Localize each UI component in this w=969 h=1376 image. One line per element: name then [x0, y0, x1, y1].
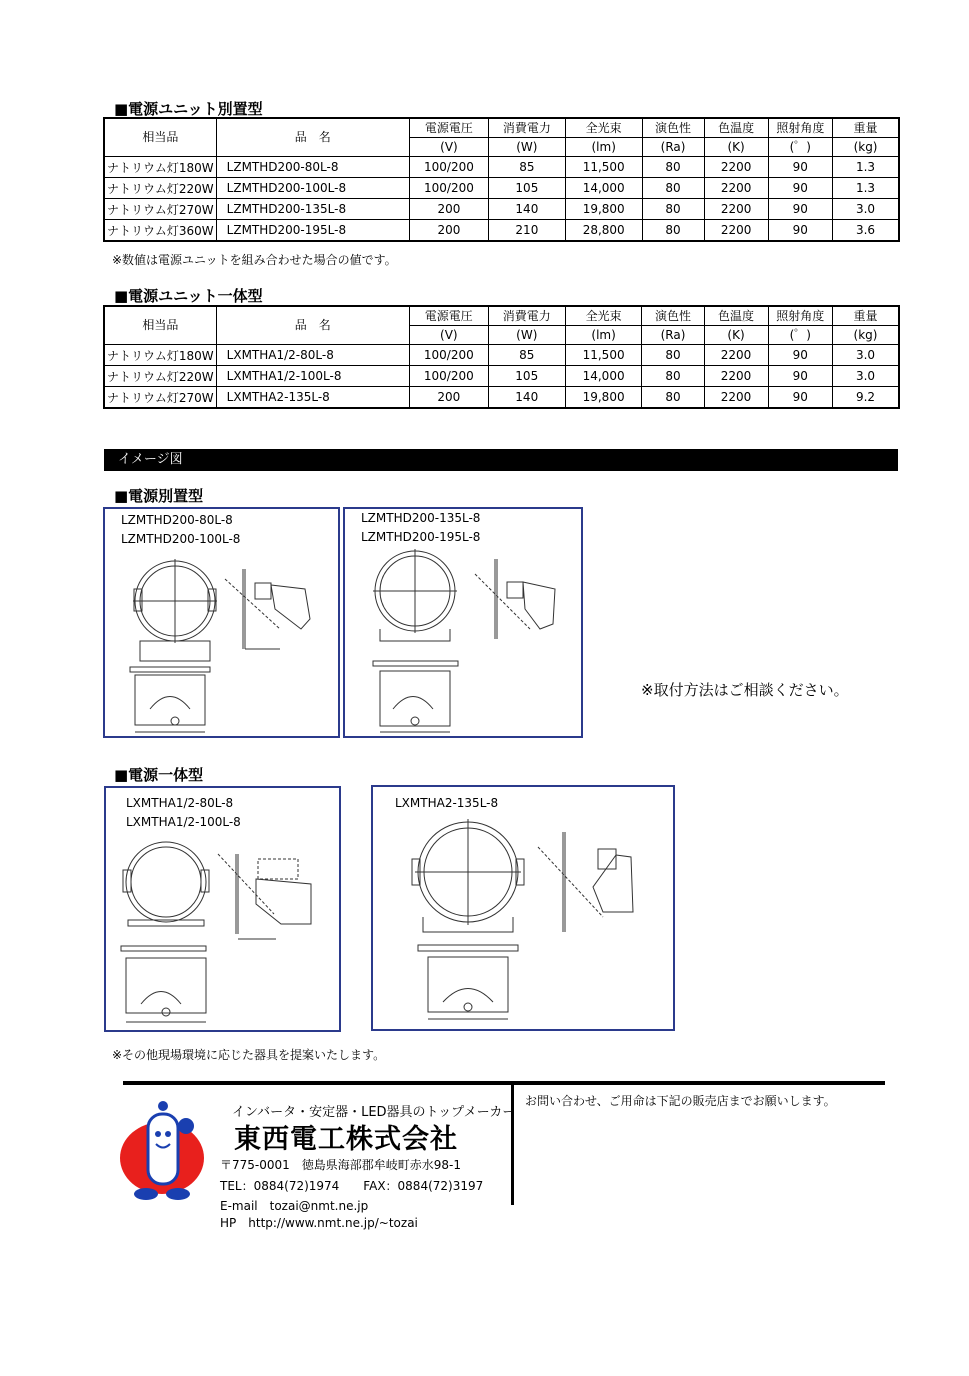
- cell-value: 2200: [704, 157, 768, 178]
- cell-value: 90: [768, 178, 832, 199]
- cell-value: 3.6: [833, 220, 899, 242]
- header-unit: (V): [409, 138, 488, 157]
- cell-value: 28,800: [565, 220, 642, 242]
- cell-value: 3.0: [833, 199, 899, 220]
- cell-value: 1.3: [833, 178, 899, 199]
- cell-equivalent: ナトリウム灯270W: [104, 199, 216, 220]
- cell-value: 90: [768, 199, 832, 220]
- header-col: 色温度: [704, 118, 768, 138]
- cell-value: 11,500: [565, 345, 642, 366]
- table-row: [104, 220, 899, 242]
- cell-value: 100/200: [409, 157, 488, 178]
- drawing-box-separate-1: [103, 507, 340, 738]
- drawing-box-integrated-1: [104, 786, 341, 1032]
- header-col: 全光束: [565, 118, 642, 138]
- luminaire-drawing: [105, 549, 338, 737]
- cell-product: LXMTHA2-135L-8: [216, 387, 409, 409]
- drawing-box-integrated-2: [371, 785, 675, 1031]
- luminaire-drawing: [345, 549, 581, 737]
- model-label: LXMTHA2-135L-8: [395, 796, 499, 810]
- cell-value: 200: [409, 387, 488, 409]
- header-col: 全光束: [565, 306, 642, 326]
- cell-equivalent: ナトリウム灯180W: [104, 345, 216, 366]
- table-row: [104, 366, 899, 387]
- inquiry-text: お問い合わせ、ご用命は下記の販売店までお願いします。: [525, 1094, 836, 1108]
- cell-product: LZMTHD200-100L-8: [216, 178, 409, 199]
- cell-value: 105: [488, 178, 565, 199]
- cell-equivalent: ナトリウム灯270W: [104, 387, 216, 409]
- header-unit: (Ra): [642, 138, 704, 157]
- header-unit: (Ra): [642, 326, 704, 345]
- cell-value: 140: [488, 199, 565, 220]
- header-col: 重量: [833, 118, 899, 138]
- cell-value: 210: [488, 220, 565, 242]
- spec-table-integrated: [103, 305, 900, 409]
- cell-value: 80: [642, 387, 704, 409]
- header-unit: (K): [704, 326, 768, 345]
- model-label: LZMTHD200-195L-8: [361, 530, 481, 544]
- cell-value: 2200: [704, 199, 768, 220]
- header-col: 照射角度: [768, 118, 832, 138]
- cell-value: 80: [642, 157, 704, 178]
- header-col: 電源電圧: [409, 306, 488, 326]
- table-row: [104, 345, 899, 366]
- cell-value: 140: [488, 387, 565, 409]
- company-tagline: インバータ・安定器・LED器具のトップメーカー: [232, 1105, 516, 1120]
- model-label: LXMTHA1/2-80L-8: [126, 796, 234, 810]
- header-col: 電源電圧: [409, 118, 488, 138]
- table-row: [104, 157, 899, 178]
- cell-value: 14,000: [565, 178, 642, 199]
- footer-rule: [123, 1081, 885, 1085]
- header-equivalent: 相当品: [104, 306, 216, 345]
- cell-value: 19,800: [565, 387, 642, 409]
- mount-note: ※取付方法はご相談ください。: [641, 681, 849, 699]
- cell-value: 90: [768, 157, 832, 178]
- header-equivalent: 相当品: [104, 118, 216, 157]
- table-row: [104, 178, 899, 199]
- cell-value: 80: [642, 220, 704, 242]
- cell-equivalent: ナトリウム灯180W: [104, 157, 216, 178]
- cell-equivalent: ナトリウム灯360W: [104, 220, 216, 242]
- cell-value: 85: [488, 345, 565, 366]
- cell-value: 90: [768, 387, 833, 409]
- model-label: LZMTHD200-135L-8: [361, 511, 481, 525]
- luminaire-drawing: [106, 834, 339, 1030]
- cell-value: 3.0: [833, 345, 899, 366]
- cell-value: 2200: [704, 178, 768, 199]
- cell-value: 19,800: [565, 199, 642, 220]
- header-col: 照射角度: [768, 306, 833, 326]
- cell-value: 9.2: [833, 387, 899, 409]
- cell-value: 90: [768, 366, 833, 387]
- header-col: 消費電力: [488, 306, 565, 326]
- cell-value: 80: [642, 178, 704, 199]
- cell-value: 3.0: [833, 366, 899, 387]
- header-unit: (lm): [565, 138, 642, 157]
- company-phone: TEL：0884(72)1974 FAX：0884(72)3197: [220, 1179, 484, 1193]
- model-label: LXMTHA1/2-100L-8: [126, 815, 241, 829]
- cell-value: 1.3: [833, 157, 899, 178]
- cell-value: 80: [642, 345, 704, 366]
- header-col: 色温度: [704, 306, 768, 326]
- model-label: LZMTHD200-100L-8: [121, 532, 241, 546]
- note-values: ※数値は電源ユニットを組み合わせた場合の値です。: [112, 253, 397, 267]
- cell-value: 2200: [704, 366, 768, 387]
- company-name: 東西電工株式会社: [234, 1124, 458, 1155]
- cell-equivalent: ナトリウム灯220W: [104, 178, 216, 199]
- header-unit: (゜): [768, 326, 833, 345]
- section-title-separate: ■電源別置型: [114, 487, 204, 505]
- cell-product: LZMTHD200-135L-8: [216, 199, 409, 220]
- section-title-integrated-unit: ■電源ユニット一体型: [114, 287, 263, 305]
- header-unit: (W): [488, 138, 565, 157]
- cell-value: 11,500: [565, 157, 642, 178]
- cell-product: LZMTHD200-80L-8: [216, 157, 409, 178]
- header-unit: (kg): [833, 326, 899, 345]
- luminaire-drawing: [373, 817, 673, 1029]
- cell-product: LXMTHA1/2-80L-8: [216, 345, 409, 366]
- cell-value: 200: [409, 199, 488, 220]
- cell-value: 85: [488, 157, 565, 178]
- spec-table-separate: [103, 117, 900, 242]
- header-col: 演色性: [642, 306, 704, 326]
- cell-value: 2200: [704, 387, 768, 409]
- cell-value: 105: [488, 366, 565, 387]
- header-unit: (K): [704, 138, 768, 157]
- section-title-separate-unit: ■電源ユニット別置型: [114, 100, 263, 118]
- cell-value: 100/200: [409, 366, 488, 387]
- cell-value: 80: [642, 199, 704, 220]
- table-row: [104, 387, 899, 409]
- company-website[interactable]: HP http://www.nmt.ne.jp/~tozai: [220, 1216, 418, 1230]
- company-email[interactable]: E-mail tozai@nmt.ne.jp: [220, 1199, 369, 1213]
- header-col: 演色性: [642, 118, 704, 138]
- cell-value: 14,000: [565, 366, 642, 387]
- table-row: [104, 199, 899, 220]
- model-label: LZMTHD200-80L-8: [121, 513, 233, 527]
- mascot-logo-icon: [116, 1096, 216, 1206]
- image-section-bar: イメージ図: [104, 449, 898, 471]
- cell-value: 100/200: [409, 178, 488, 199]
- cell-value: 90: [768, 220, 832, 242]
- header-product: 品 名: [216, 118, 409, 157]
- cell-product: LXMTHA1/2-100L-8: [216, 366, 409, 387]
- company-address: 〒775-0001 徳島県海部郡牟岐町赤水98-1: [220, 1158, 462, 1172]
- header-unit: (゜): [768, 138, 832, 157]
- cell-value: 90: [768, 345, 833, 366]
- cell-product: LZMTHD200-195L-8: [216, 220, 409, 242]
- drawing-box-separate-2: [343, 507, 583, 738]
- cell-value: 100/200: [409, 345, 488, 366]
- header-unit: (W): [488, 326, 565, 345]
- cell-value: 2200: [704, 220, 768, 242]
- cell-value: 80: [642, 366, 704, 387]
- header-unit: (kg): [833, 138, 899, 157]
- header-col: 消費電力: [488, 118, 565, 138]
- header-col: 重量: [833, 306, 899, 326]
- header-product: 品 名: [216, 306, 409, 345]
- cell-value: 200: [409, 220, 488, 242]
- header-unit: (V): [409, 326, 488, 345]
- header-unit: (lm): [565, 326, 642, 345]
- section-title-integrated: ■電源一体型: [114, 766, 204, 784]
- cell-value: 2200: [704, 345, 768, 366]
- note-other: ※その他現場環境に応じた器具を提案いたします。: [112, 1048, 386, 1062]
- cell-equivalent: ナトリウム灯220W: [104, 366, 216, 387]
